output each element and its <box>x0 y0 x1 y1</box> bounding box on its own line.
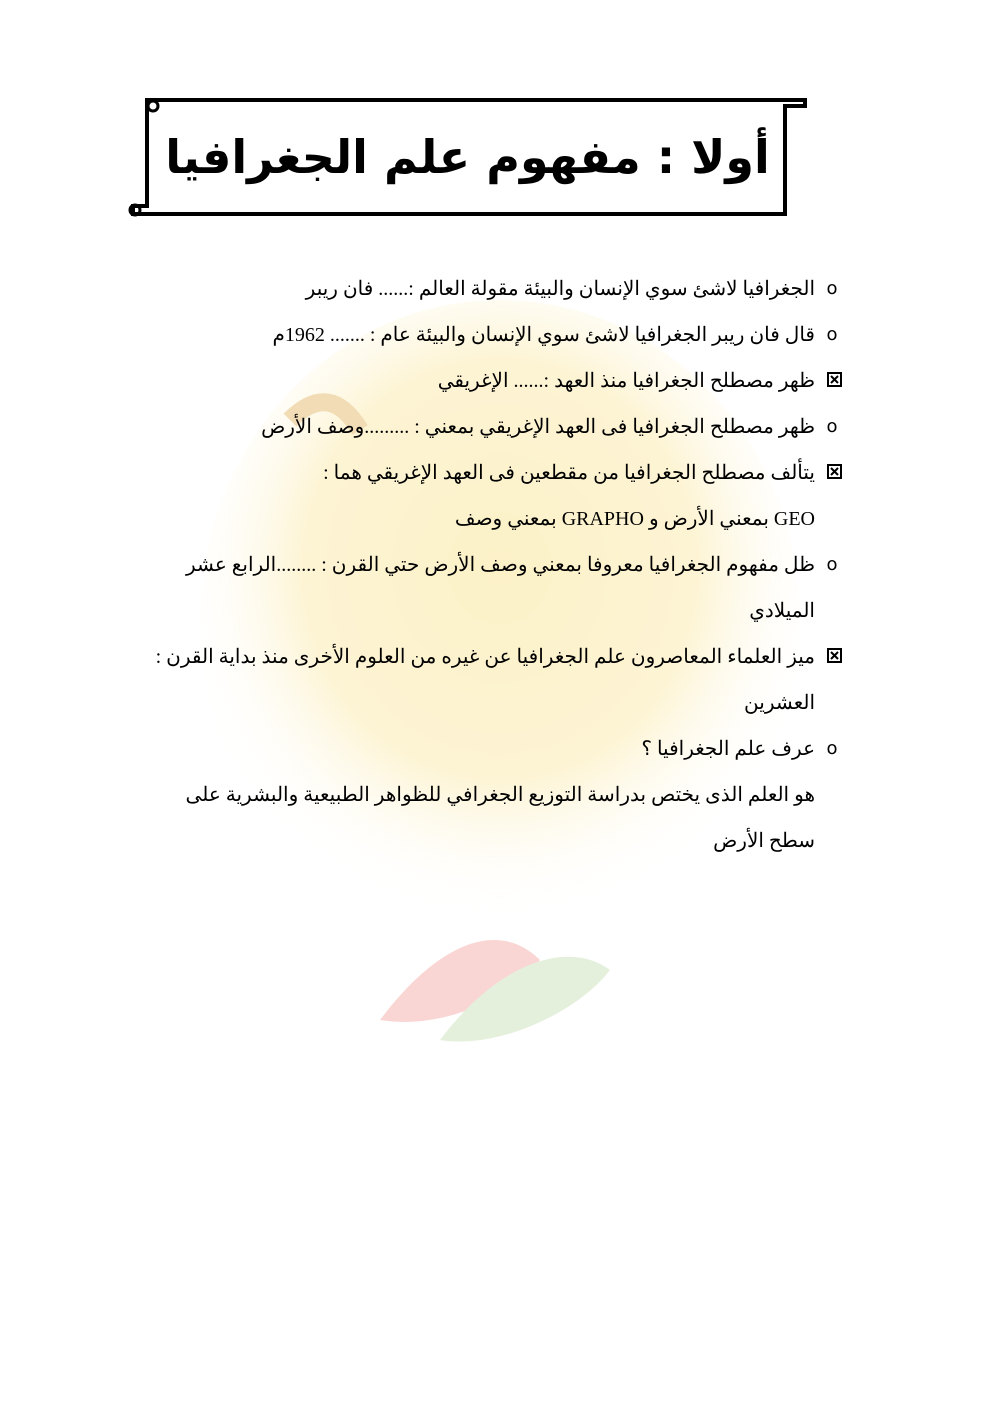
circle-bullet-icon: o <box>826 554 838 575</box>
list-item-text: هو العلم الذى يختص بدراسة التوزيع الجغرافي للظواهر الطبيعية والبشرية على <box>185 784 815 806</box>
list-item-text: ظل مفهوم الجغرافيا معروفا بمعني وصف الأرض حتي القرن : ........الرابع عشر <box>185 554 815 576</box>
list-item-text: عرف علم الجغرافيا ؟ <box>641 738 815 760</box>
list-item <box>110 358 845 404</box>
list-item-text: الجغرافيا لاشئ سوي الإنسان والبيئة مقولة العالم :...... فان ريبر <box>305 278 815 300</box>
list-item <box>110 450 845 496</box>
list-item <box>110 588 845 634</box>
list-item <box>110 542 845 588</box>
list-item-text: سطح الأرض <box>713 830 815 852</box>
list-item-text: يتألف مصطلح الجغرافيا من مقطعين فى العهد الإغريقي هما : <box>323 462 815 484</box>
list-item <box>110 818 845 864</box>
circle-bullet-icon: o <box>826 416 838 437</box>
circle-bullet-icon: o <box>826 324 838 345</box>
page-title: أولا : مفهوم علم الجغرافيا <box>165 130 770 184</box>
list-item <box>110 404 845 450</box>
circle-bullet-icon: o <box>826 738 838 759</box>
list-item-text: قال فان ريبر الجغرافيا لاشئ سوي الإنسان والبيئة عام : ....... 1962م <box>272 324 815 346</box>
list-item-text: ظهر مصطلح الجغرافيا فى العهد الإغريقي بمعني : .........وصف الأرض <box>261 416 815 438</box>
circle-bullet-icon: o <box>826 278 838 299</box>
list-item <box>110 496 845 542</box>
list-item <box>110 312 845 358</box>
list-item <box>110 726 845 772</box>
checkbox-bullet-icon <box>827 464 842 479</box>
list-item-text: الميلادي <box>749 600 815 622</box>
content-list <box>110 266 845 864</box>
list-item <box>110 680 845 726</box>
list-item-text: GEO بمعني الأرض و GRAPHO بمعني وصف <box>454 508 815 530</box>
list-item <box>110 772 845 818</box>
list-item <box>110 634 845 680</box>
list-item-text: ظهر مصطلح الجغرافيا منذ العهد :...... الإغريقي <box>437 370 815 392</box>
checkbox-bullet-icon <box>827 372 842 387</box>
checkbox-bullet-icon <box>827 648 842 663</box>
list-item-text: ميز العلماء المعاصرون علم الجغرافيا عن غيره من العلوم الأخرى منذ بداية القرن : <box>155 646 815 668</box>
list-item-text: العشرين <box>744 692 815 714</box>
list-item <box>110 266 845 312</box>
title-banner <box>125 94 810 220</box>
